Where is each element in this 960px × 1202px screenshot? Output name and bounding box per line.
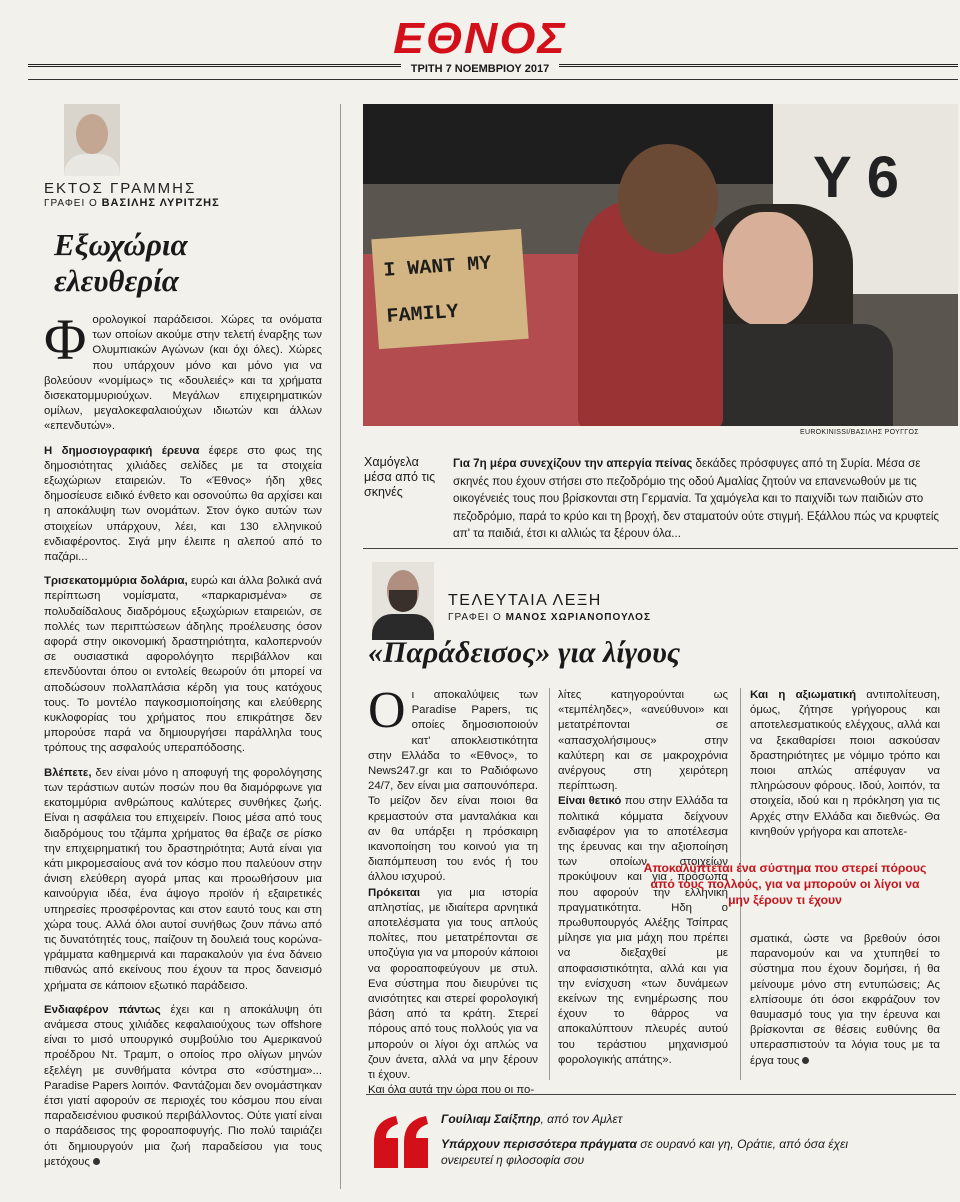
photo-background-sign: Y 6 bbox=[813, 145, 900, 210]
article-headline: Εξωχώρια ελευθερία bbox=[54, 227, 188, 298]
news-photo bbox=[363, 104, 958, 426]
end-mark-icon bbox=[802, 1057, 809, 1064]
masthead bbox=[0, 0, 960, 90]
article-body: Φορολογικοί παράδεισοι. Χώρες τα ονόματα των οποίων ακούμε στην τελετή έναρξης των Ολυμπιακών Αγώνων (και όχι όλες). Χώρες που υπάρχουν μόνο και μόνο για να βολεύουν «νομίμως» τις «δουλειές» και τα χρήματα δισεκατομμυριούχων. Μεγάλων επιχειρηματικών ομίλων, μεγαλοκεφαλαιούχων ιδιωτών και άλλων «επενδυτών». Η δημοσιογραφική έρευνα έφερε στο φως της δημοσιότητας χιλιάδες σελίδες με τα στοιχεία εξωχώριων εταιρειών. Το «Έθνος» ήδη χθες δημοσίευσε ειδικό ένθετο και οσονούπω θα αρχίσει και η αποκάλυψη των ονομάτων. Στον όγκο αυτών των στοιχείων υπάρχουν, λέει, και 130 ελληνικού ενδιαφέροντος. Σιγά μην έλειπε η αλεπού από το παζάρι... Τρισεκατομμύρια δολάρια, ευρώ και άλλα βολικά ανά περίπτωση νομίσματα, «παρκαρισμένα» σε πολυδαίδαλους διαδρόμους εξωχώριων εταιρειών, σε πολλές των περιπτώσεων άδηλης προέλευσης όσον αφορά στην οικονομική δραστηριότητα, καλοπερνούν σε ουσιαστικά αφορολόγητο περιβάλλον και επενδύονται όπου οι εντολείς θεωρούν ότι μπορεί να αποδώσουν πολλαπλάσια κέρδη για τους κατόχους τους. Το μοντέλο παγκοσμιοποίησης και ελεύθερης κυκλοφορίας του χρήματος που επικράτησε δεν μπορούσε παρά να δημιουργήσει παράλληλα τους τρόπους της ασφαλούς υπεραπόδοσης. Βλέπετε, δεν είναι μόνο η αποφυγή της φορολόγησης των τεράστιων αυτών ποσών που θα διαμόρφωνε για εκατομμύρια ανθρώπους καλύτερες συνθήκες ζωής. Είναι η ασφάλεια του επιχειρείν. Ποιος μέσα από τους διαδρόμους του τζάμπα χρήματος θα έβαζε σε ρίσκο την επιχειρηματική του δραστηριότητα; Αυτά είναι για κάτι μικρομεσαίους ανά τον κόσμο που παλεύουν στην άνιση ελεύθερη αγορά μπας και προωθήσουν μια καινούργια ιδέα, ένα άψογο προϊόν ή εξαιρετικές υπηρεσίες προσφέροντας και στον εαυτό τους και στη χώρα τους. Αλλά όλοι αυτοί συνήθως ζουν πάνω από τις δυνατότητές τους, παίζουν τη δουλειά τους κορώνα-γράμματα καθημερινά και παρακαλούν για ένα δάνειο πιθανώς από εκείνους που έχουν τα προς δανεισμό χρήματα σε κάποιον εξωτικό παράδεισο. Ενδιαφέρον πάντως έχει και η αποκάλυψη ότι ανάμεσα στους χιλιάδες κεφαλαιούχους των offshore είναι το μισό υπουργικό συμβούλιο του Αμερικανού προέδρου Ντ. Τραμπ, ο οποίος προ ολίγων μηνών εξελέγη με συνθήματα κόντρα στο «σύστημα»... Paradise Papers λοιπόν. Φαντάζομαι δεν ονομάστηκαν έτσι γιατί αφορούν σε περιοχές του κόσμου που είναι παραδεισένιου φυσικού περιβάλλοντος. Ούτε γιατί είναι ο παράδεισος της φοροαποφυγής. Πιο πολύ ταιριάζει ότι δημιουργούν μια ζωή παραδείσου για τους μετόχους bbox=[44, 307, 323, 1168]
article-headline-2: «Παράδεισος» για λίγους bbox=[368, 636, 681, 669]
quote-of-the-day bbox=[366, 1108, 956, 1188]
author-portrait-2 bbox=[372, 562, 434, 640]
article2-column-3: Και η αξιωματική αντιπολίτευση, όμως, ζήτησε γρήγορους και αποτελεσματικούς ελέγχους, αλλά και να ξεκαθαρίσει ποιοι ασκούσαν δραστηριότητες με νόμιμο τρόπο και ποιοι απλώς απέφυγαν να πληρώσουν φόρους. Ιδού, λοιπόν, τα στοιχεία, ιδού και η πρόκληση για τις Αρχές στην Ελλάδα και διεθνώς. Θα κινηθούν γρήγορα και αποτελε- bbox=[750, 689, 940, 838]
section-divider bbox=[363, 548, 958, 549]
article2-column-1: Οι αποκαλύψεις των Paradise Papers, τις οποίες δημοσιοποιούν κατ' αποκλειστικότητα στην Ελλάδα το «Εθνος», το News247.gr και το Ραδιόφωνο 24/7, δεν είναι μια σαπουνόπερα. Το μείζον δεν είναι ποιοι θα κρεμαστούν στα μανταλάκια και αν θα υπάρξει η πρόσκαιρη ικανοποίηση του κοινού για τη διαπόμπευση του ενός ή του άλλου ισχυρού. Πρόκειται για μια ιστορία απληστίας, με ιδιαίτερα αρνητικά αποτελέσματα για τους απλούς πολίτες, που μετατρέπονται σε υποζύγια για να μπορούν κάποιοι να φοροαποφεύγουν με στυλ. Ενα σύστημα που διευρύνει τις ανισότητες και στερεί φορολογική βάση από τα κράτη. Στερεί πόρους από τους πολλούς για να μπορούν οι λίγοι όχι απλώς να ζουν άνετα, αλλά να μην ξέρουν τι έχουν. Και όλα αυτά την ώρα που οι πο- bbox=[368, 682, 538, 1097]
column-kicker-2: ΤΕΛΕΥΤΑΙΑ ΛΕΞΗ bbox=[448, 592, 602, 609]
issue-date: ΤΡΙΤΗ 7 ΝΟΕΜΒΡΙΟΥ 2017 bbox=[0, 63, 960, 75]
quote-text: Υπάρχουν περισσότερα πράγματα σε ουρανό και γη, Οράτιε, από όσα έχει ονειρευτεί η φιλοσοφία σου bbox=[441, 1137, 848, 1167]
quotation-mark-icon bbox=[372, 1114, 430, 1168]
protest-sign: I WANT MY FAMILY bbox=[382, 252, 493, 329]
column-divider bbox=[549, 688, 550, 1080]
quote-divider bbox=[366, 1094, 956, 1095]
photo-caption-title: Χαμόγελα μέσα από τις σκηνές bbox=[364, 455, 436, 499]
quote-author: Γουίλιαμ Σαίξπηρ, από τον Αμλετ bbox=[441, 1112, 623, 1126]
end-mark-icon bbox=[93, 1158, 100, 1165]
article2-column-2: λίτες κατηγορούνται ως «τεμπέληδες», «ανεύθυνοι» και μετατρέπονται σε «απασχολήσιμους» στην καλύτερη και σε μακροχρόνια ανέργους στη χειρότερη περίπτωση. Είναι θετικό που στην Ελλάδα τα πολιτικά κόμματα δείχνουν ενδιαφέρον για το αποτέλεσμα της έρευνας και την αξιοποίηση των οποίων στοιχείων προκύψουν και για πρόσωπα που αφορούν την ελληνική πραγματικότητα. Ηδη ο πρωθυπουργός Αλέξης Τσίπρας μίλησε για μια μάχη που πρέπει να διεξαχθεί με αποφασιστικότητα, αλλά και για την ενίσχυση «των δυνάμεων εκείνων της ενημέρωσης που έχουν το θάρρος να αποκαλύπτουν πλευρές αυτού του τεράστιου μηχανισμού φορολογικής απάτης». bbox=[558, 689, 728, 1066]
author-portrait bbox=[64, 104, 120, 176]
byline: ΓΡΑΦΕΙ Ο ΒΑΣΙΛΗΣ ΛΥΡΙΤΖΗΣ bbox=[44, 197, 220, 209]
byline-2: ΓΡΑΦΕΙ Ο ΜΑΝΟΣ ΧΩΡΙΑΝΟΠΟΥΛΟΣ bbox=[448, 612, 651, 623]
drop-cap-2: Ο bbox=[368, 682, 406, 739]
opinion-column-left bbox=[44, 104, 322, 1179]
photo-credit: EUROKINISSI/ΒΑΣΙΛΗΣ ΡΟΥΓΓΟΣ bbox=[800, 429, 919, 436]
drop-cap: Φ bbox=[44, 307, 87, 372]
column-divider-left bbox=[340, 104, 341, 1189]
photo-caption: Για 7η μέρα συνεχίζουν την απεργία πείνας δεκάδες πρόσφυγες από τη Συρία. Μέσα σε σκηνές που έχουν στήσει στο πεζοδρόμιο της οδού Αμαλίας ζητούν να επανενωθούν με τις οικογένειές τους που βρίσκονται στη Γερμανία. Τα χαμόγελα και το παιχνίδι των παιδιών στο πεζοδρόμιο, παρά το κρύο και τη βροχή, δεν σταματούν ούτε στιγμή. Εξάλλου πώς να κρυφτείς απ' τα παιδιά, έτσι κι αλλιώς τα ξέρουν όλα... bbox=[453, 457, 940, 540]
pull-quote: Αποκαλύπτεται ένα σύστημα που στερεί πόρους από τους πολλούς, για να μπορούν οι λίγοι να μην ξέρουν τι έχουν bbox=[643, 861, 927, 907]
newspaper-logo: ΕΘΝΟΣ bbox=[393, 14, 567, 63]
article2-column-3-cont: σματικά, ώστε να βρεθούν όσοι παρανομούν και να χτυπηθεί το σύστημα που έχουν δομήσει, ή θα μείνουμε μόνο στη εντυπώσεις; Ας ελπίσουμε ότι όσοι εκφράζουν τον θαυμασμό τους για την έρευνα και βρίσκονται σε θέσεις ευθύνης θα υπερασπιστούν τα λόγια τους με τα έργα τους bbox=[750, 933, 940, 1067]
column-kicker: ΕΚΤΟΣ ΓΡΑΜΜΗΣ bbox=[44, 180, 197, 197]
